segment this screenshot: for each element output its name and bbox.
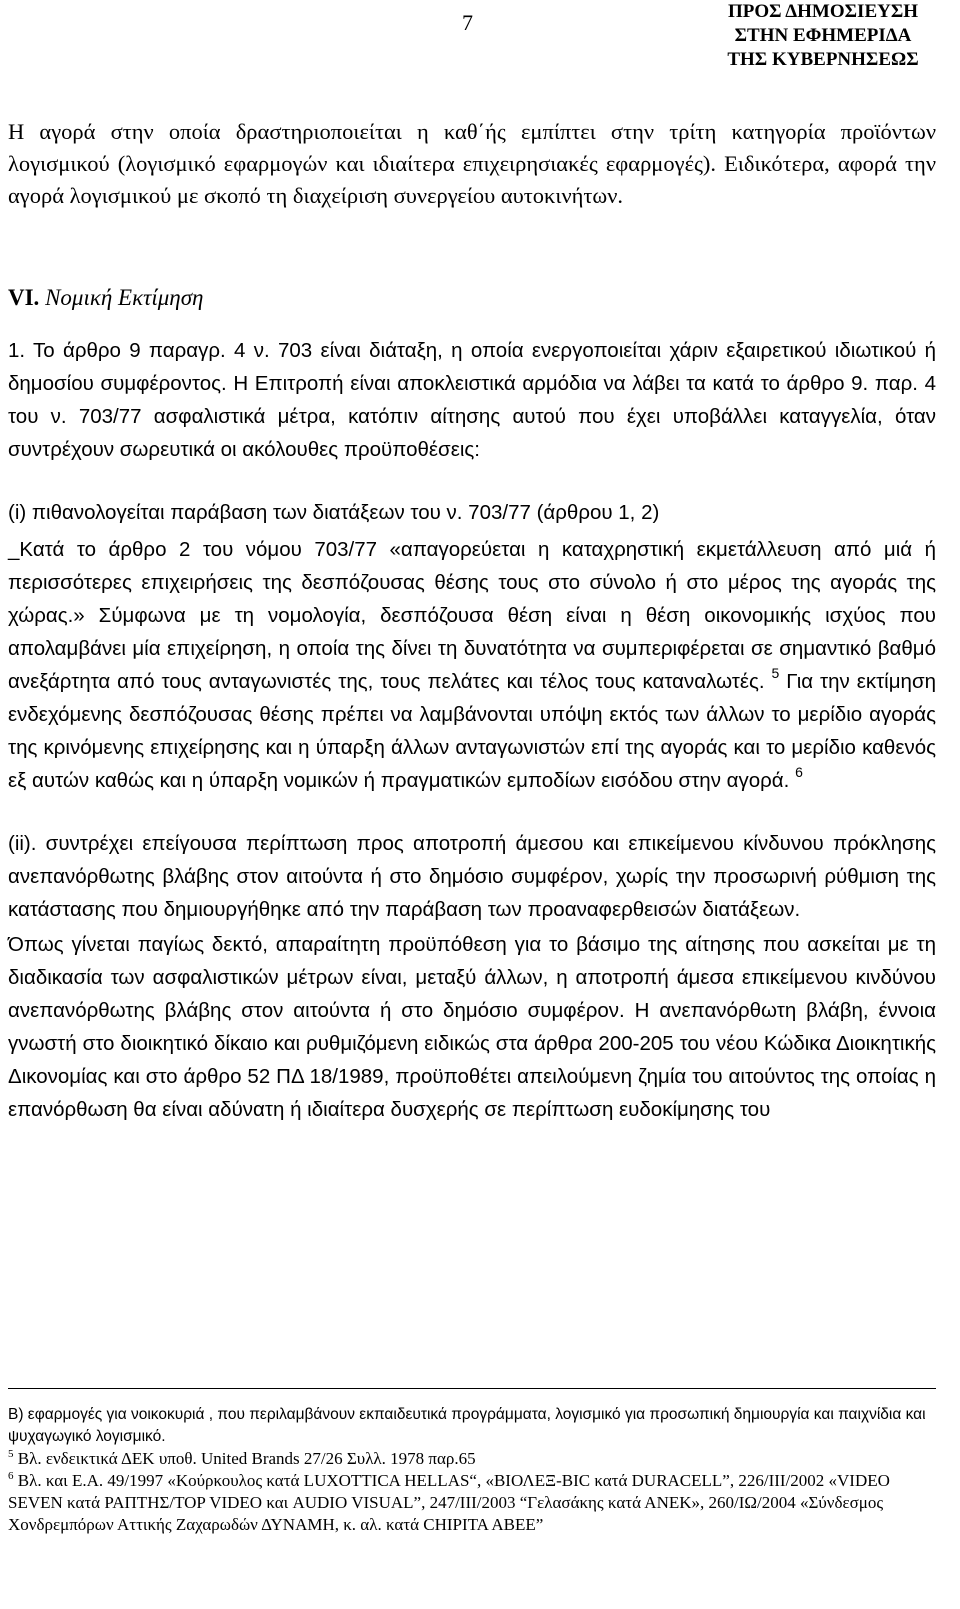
condition-i-heading: (i) πιθανολογείται παράβαση των διατάξεων του ν. 703/77 (άρθρου 1, 2) — [8, 501, 660, 524]
footnote-5 — [8, 1448, 936, 1470]
footnote-6-text: Βλ. και Ε.Α. 49/1997 «Κούρκουλος κατά LUXOTTICA HELLAS“, «ΒΙΟΛΕΞ-BIC κατά DURACELL”, 226/ΙΙΙ/2002 «VIDEO SEVEN κατά ΡΑΠΤΗΣ/TOP VIDEO και AUDIO VISUAL”, 247/ΙΙΙ/2003 “Γελασάκης κατά ΑΝΕΚ», 260/ΙΩ/2004 «Σύνδεσμος Χονδρεμπόρων Αττικής Ζαχαρωδών ΔΥΝΑΜΗ, κ. αλ. κατά CHIPITA ABEE” — [8, 1471, 890, 1534]
intro-paragraph: Η αγορά στην οποία δραστηριοποιείται η καθ΄ής εμπίπτει στην τρίτη κατηγορία προϊόντων λογισμικού (λογισμικό εφαρμογών και ιδιαίτερα επιχειρησιακές εφαρμογές). Ειδικότερα, αφορά την αγορά λογισμικού με σκοπό τη διαχείριση συνεργείου αυτοκινήτων. — [8, 119, 936, 208]
paragraph-1: 1. Το άρθρο 9 παραγρ. 4 ν. 703 είναι διάταξη, η οποία ενεργοποιείται χάριν εξαιρετικού ιδιωτικού ή δημοσίου συμφέροντος. Η Επιτροπή είναι αποκλειστικά αρμόδια να λάβει τα κατά το άρθρο 9. παρ. 4 του ν. 703/77 ασφαλιστικά μέτρα, κατόπιν αίτησης αυτού που έχει υποβάλλει καταγγελία, όταν συντρέχουν σωρευτικά οι ακόλουθες προϋποθέσεις: — [8, 339, 936, 461]
footnotes — [8, 1404, 936, 1536]
stamp-line-1: ΠΡΟΣ ΔΗΜΟΣΙΕΥΣΗ — [727, 1, 919, 22]
footnote-5-number: 5 — [8, 1448, 14, 1461]
condition-ii-text: (ii). συντρέχει επείγουσα περίπτωση προς αποτροπή άμεσου και επικείμενου κίνδυνου πρόκλησης ανεπανόρθωτης βλάβης στον αιτούντα ή στο δημόσιο συμφέρον, χωρίς την προσωρινή ρύθμιση της κατάστασης που δημιουργήθηκε από την παράβαση των προαναφερθεισών διατάξεων. — [8, 832, 936, 921]
section-title: Νομική Εκτίμηση — [45, 285, 204, 310]
footnote-ref-6: 6 — [795, 764, 803, 781]
stamp-line-3: ΤΗΣ ΚΥΒΕΡΝΗΣΕΩΣ — [727, 49, 919, 70]
paragraph-2: Όπως γίνεται παγίως δεκτό, απαραίτητη προϋπόθεση για το βάσιμο της αίτησης που ασκείται με τη διαδικασία των ασφαλιστικών μέτρων είναι, μεταξύ άλλων, η αποτροπή άμεσα επικείμενου κινδύνου ανεπανόρθωτης βλάβης στον αιτούντα ή στο δημόσιο συμφέρον. Η ανεπανόρθωτη βλάβη, έννοια γνωστή στο διοικητικό δίκαιο και ρυθμιζόμενη ειδικώς στα άρθρα 200-205 του νέου Κώδικα Διοικητικής Δικονομίας και στο άρθρο 52 ΠΔ 18/1989, προϋποθέτει απειλούμενη ζημία του αιτούντος της οποίας η επανόρθωση θα είναι αδύνατη ή ιδιαίτερα δυσχερής σε περίπτωση ευδοκίμησης του — [8, 933, 936, 1121]
footnote-separator — [8, 1388, 936, 1389]
footnote-6 — [8, 1470, 936, 1536]
condition-i-text — [8, 533, 936, 797]
footnote-continued: Β) εφαρμογές για νοικοκυριά , που περιλαμβάνουν εκπαιδευτικά προγράμματα, λογισμικό για προσωπική δημιουργία και παιχνίδια και ψυχαγωγικό λογισμικό. — [8, 1406, 926, 1445]
publication-stamp — [708, 0, 938, 72]
condition-i-text-part2: Για την εκτίμηση ενδεχόμενης δεσπόζουσας θέσης πρέπει να λαμβάνονται υπόψη εκτός των άλλων το μερίδιο αγοράς της κρινόμενης επιχείρησης και η ύπαρξη άλλων ανταγωνιστών επί της αγοράς και το μερίδιο καθενός εξ αυτών καθώς και η ύπαρξη νομικών ή πραγματικών εμποδίων εισόδου στην αγορά. — [8, 670, 937, 792]
stamp-line-2: ΣΤΗΝ ΕΦΗΜΕΡΙΔΑ — [734, 25, 912, 46]
section-heading — [8, 282, 936, 314]
footnote-5-text: Βλ. ενδεικτικά ΔΕΚ υποθ. United Brands 27/26 Συλλ. 1978 παρ.65 — [13, 1449, 476, 1468]
footnote-ref-5: 5 — [771, 665, 780, 682]
document-body — [8, 116, 936, 1126]
page-number: 7 — [462, 10, 473, 35]
section-number: VI. — [8, 285, 40, 310]
footnote-6-number: 6 — [8, 1470, 14, 1483]
condition-i-text-part1: _Κατά το άρθρο 2 του νόμου 703/77 «απαγορεύεται η καταχρηστική εκμετάλλευση από μιά ή περισσότερες επιχειρήσεις της δεσπόζουσας θέσης τους στο σύνολο ή στο μέρος της αγοράς της χώρας.» Σύμφωνα με τη νομολογία, δεσπόζουσα θέση είναι η θέση οικονομικής ισχύος που απολαμβάνει μία επιχείρηση, η οποία της δίνει τη δυνατότητα να συμπεριφέρεται σε σημαντικό βαθμό ανεξάρτητα από τους ανταγωνιστές της, τους πελάτες και τέλος τους καταναλωτές. — [8, 538, 936, 693]
